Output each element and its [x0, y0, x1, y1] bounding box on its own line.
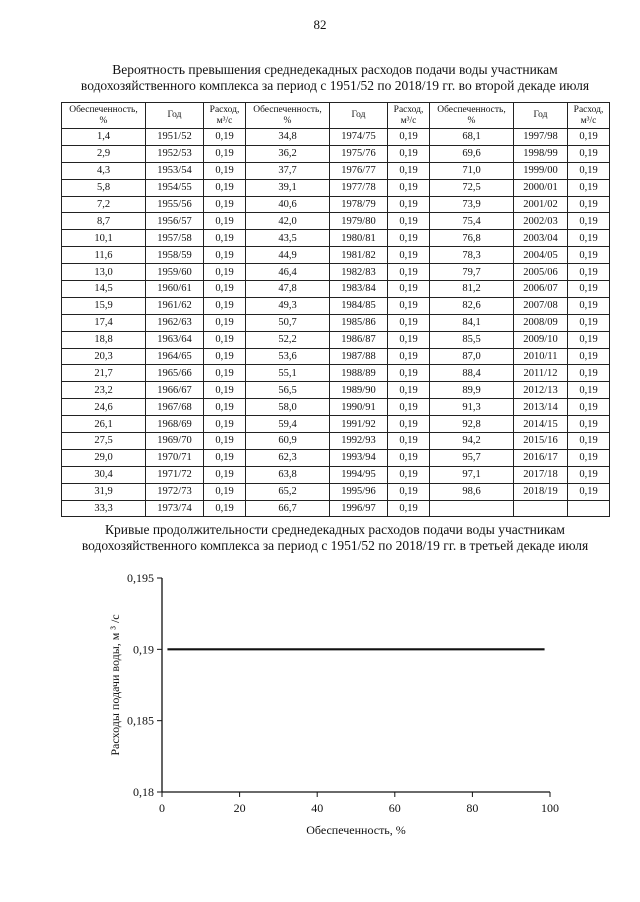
table-cell: 26,1 [62, 416, 146, 433]
table-cell: 21,7 [62, 365, 146, 382]
column-header [330, 103, 388, 129]
y-tick-label: 0,18 [133, 785, 154, 799]
x-tick-label: 40 [311, 801, 324, 815]
table-cell: 1973/74 [146, 500, 204, 517]
column-header-line1: Обеспеченность, [437, 104, 506, 115]
table-cell: 1983/84 [330, 281, 388, 298]
table-cell: 0,19 [388, 129, 430, 146]
table-cell: 2013/14 [514, 399, 568, 416]
table-cell: 1992/93 [330, 433, 388, 450]
table-cell: 68,1 [430, 129, 514, 146]
table-cell: 1964/65 [146, 348, 204, 365]
table-row [62, 196, 610, 213]
table-cell: 98,6 [430, 483, 514, 500]
table-cell: 1972/73 [146, 483, 204, 500]
column-header-line1: Год [351, 110, 366, 120]
table-row [62, 179, 610, 196]
table-cell: 1998/99 [514, 145, 568, 162]
table-cell: 1952/53 [146, 145, 204, 162]
table-row [62, 382, 610, 399]
y-tick-label: 0,19 [133, 642, 154, 657]
column-header-line1: Обеспеченность, [69, 104, 138, 115]
table-cell: 94,2 [430, 433, 514, 450]
table-cell: 60,9 [246, 433, 330, 450]
table-cell: 7,2 [62, 196, 146, 213]
table-cell: 92,8 [430, 416, 514, 433]
table-cell: 0,19 [388, 382, 430, 399]
table-cell: 63,8 [246, 466, 330, 483]
column-header [568, 103, 610, 129]
table-cell: 2003/04 [514, 230, 568, 247]
table-cell: 50,7 [246, 314, 330, 331]
y-tick-label: 0,195 [127, 571, 154, 585]
table-cell: 0,19 [568, 449, 610, 466]
table-cell: 0,19 [388, 416, 430, 433]
table-row [62, 281, 610, 298]
table-cell: 1955/56 [146, 196, 204, 213]
table-cell: 2002/03 [514, 213, 568, 230]
table-title-line2: водохозяйственного комплекса за период с 1951/52 по 2018/19 гг. во второй декаде июля [80, 78, 590, 93]
table-cell: 78,3 [430, 247, 514, 264]
y-tick-label: 0,185 [127, 713, 154, 728]
table-cell: 88,4 [430, 365, 514, 382]
table-cell: 46,4 [246, 264, 330, 281]
table-row [62, 483, 610, 500]
table-cell: 82,6 [430, 297, 514, 314]
table-cell: 2010/11 [514, 348, 568, 365]
table-cell: 27,5 [62, 433, 146, 450]
table-cell: 2007/08 [514, 297, 568, 314]
table-cell: 42,0 [246, 213, 330, 230]
table-cell: 55,1 [246, 365, 330, 382]
table-cell: 0,19 [568, 145, 610, 162]
table-cell: 1966/67 [146, 382, 204, 399]
table-cell: 89,9 [430, 382, 514, 399]
table-cell: 2017/18 [514, 466, 568, 483]
table-cell: 1970/71 [146, 449, 204, 466]
table-row [62, 399, 610, 416]
table-cell: 0,19 [204, 281, 246, 298]
table-cell: 17,4 [62, 314, 146, 331]
table-cell: 14,5 [62, 281, 146, 298]
table-cell: 0,19 [388, 247, 430, 264]
table-title [40, 62, 630, 94]
table-cell: 39,1 [246, 179, 330, 196]
table-cell: 79,7 [430, 264, 514, 281]
table-cell: 0,19 [568, 365, 610, 382]
table-cell: 2005/06 [514, 264, 568, 281]
table-cell: 1969/70 [146, 433, 204, 450]
table-cell: 0,19 [204, 297, 246, 314]
table-cell: 0,19 [204, 213, 246, 230]
table-cell: 0,19 [204, 483, 246, 500]
table-cell: 1980/81 [330, 230, 388, 247]
table-cell: 59,4 [246, 416, 330, 433]
column-header [514, 103, 568, 129]
table-cell: 0,19 [388, 483, 430, 500]
table-cell: 36,2 [246, 145, 330, 162]
table-cell: 0,19 [568, 466, 610, 483]
table-cell: 0,19 [388, 433, 430, 450]
table-cell: 76,8 [430, 230, 514, 247]
chart-title-line2: водохозяйственного комплекса за период с 1951/52 по 2018/19 гг. в третьей декаде июля [81, 538, 589, 553]
table-cell: 2015/16 [514, 433, 568, 450]
table-cell: 0,19 [388, 264, 430, 281]
table-cell [514, 500, 568, 517]
table-cell: 1994/95 [330, 466, 388, 483]
table-cell: 65,2 [246, 483, 330, 500]
table-cell: 0,19 [204, 264, 246, 281]
table-cell: 52,2 [246, 331, 330, 348]
table-cell: 0,19 [388, 314, 430, 331]
column-header-line1: Расход, [393, 104, 424, 115]
table-cell: 31,9 [62, 483, 146, 500]
table-cell: 1963/64 [146, 331, 204, 348]
table-cell: 71,0 [430, 162, 514, 179]
table-cell: 66,7 [246, 500, 330, 517]
exceedance-table [61, 102, 610, 517]
table-cell [430, 500, 514, 517]
table-cell: 47,8 [246, 281, 330, 298]
table-cell: 1960/61 [146, 281, 204, 298]
table-cell: 56,5 [246, 382, 330, 399]
table-cell: 0,19 [568, 416, 610, 433]
table-row [62, 433, 610, 450]
table-cell: 0,19 [568, 129, 610, 146]
table-cell: 1988/89 [330, 365, 388, 382]
table-cell: 62,3 [246, 449, 330, 466]
table-cell: 0,19 [388, 449, 430, 466]
table-cell: 0,19 [388, 162, 430, 179]
table-cell [568, 500, 610, 517]
table-cell: 18,8 [62, 331, 146, 348]
table-cell: 1977/78 [330, 179, 388, 196]
table-cell: 1985/86 [330, 314, 388, 331]
table-cell: 84,1 [430, 314, 514, 331]
table-cell: 1995/96 [330, 483, 388, 500]
table-cell: 29,0 [62, 449, 146, 466]
table-cell: 0,19 [568, 297, 610, 314]
table-cell: 0,19 [204, 500, 246, 517]
table-row [62, 230, 610, 247]
table-body [62, 129, 610, 517]
table-cell: 34,8 [246, 129, 330, 146]
table-cell: 1993/94 [330, 449, 388, 466]
table-cell: 0,19 [204, 399, 246, 416]
table-cell: 4,3 [62, 162, 146, 179]
table-row [62, 449, 610, 466]
table-cell: 0,19 [568, 264, 610, 281]
table-cell: 10,1 [62, 230, 146, 247]
table-header-row [62, 103, 610, 129]
table-row [62, 129, 610, 146]
table-cell: 1958/59 [146, 247, 204, 264]
table-cell: 0,19 [388, 213, 430, 230]
column-header [62, 103, 146, 129]
chart-title-line1: Кривые продолжительности среднедекадных расходов подачи воды участникам [105, 522, 565, 537]
table-cell: 1965/66 [146, 365, 204, 382]
table-cell: 8,7 [62, 213, 146, 230]
table-cell: 2012/13 [514, 382, 568, 399]
table-cell: 73,9 [430, 196, 514, 213]
table-cell: 11,6 [62, 247, 146, 264]
table-row [62, 297, 610, 314]
table-cell: 1979/80 [330, 213, 388, 230]
table-cell: 85,5 [430, 331, 514, 348]
table-cell: 0,19 [568, 433, 610, 450]
table-cell: 0,19 [568, 399, 610, 416]
table-cell: 1974/75 [330, 129, 388, 146]
table-row [62, 348, 610, 365]
table-cell: 0,19 [568, 162, 610, 179]
table-cell: 0,19 [388, 230, 430, 247]
table-cell: 1961/62 [146, 297, 204, 314]
table-cell: 0,19 [388, 179, 430, 196]
table-cell: 1986/87 [330, 331, 388, 348]
column-header-line2: % [467, 115, 476, 126]
table-cell: 0,19 [568, 230, 610, 247]
column-header-line2: м³/с [400, 115, 417, 126]
table-cell: 1984/85 [330, 297, 388, 314]
table-cell: 49,3 [246, 297, 330, 314]
table-cell: 20,3 [62, 348, 146, 365]
table-cell: 24,6 [62, 399, 146, 416]
table-cell: 0,19 [204, 382, 246, 399]
table-row [62, 416, 610, 433]
table-title-line1: Вероятность превышения среднедекадных расходов подачи воды участникам [112, 62, 558, 77]
table-cell: 30,4 [62, 466, 146, 483]
table-cell: 1996/97 [330, 500, 388, 517]
table-cell: 2000/01 [514, 179, 568, 196]
column-header-line2: % [283, 115, 292, 126]
x-tick-label: 80 [466, 801, 479, 815]
table-row [62, 213, 610, 230]
table-cell: 75,4 [430, 213, 514, 230]
table-cell: 15,9 [62, 297, 146, 314]
table-cell: 0,19 [388, 196, 430, 213]
table-cell: 1954/55 [146, 179, 204, 196]
table-cell: 5,8 [62, 179, 146, 196]
column-header [204, 103, 246, 129]
table-cell: 0,19 [568, 281, 610, 298]
table-cell: 1951/52 [146, 129, 204, 146]
table-cell: 1959/60 [146, 264, 204, 281]
table-cell: 0,19 [204, 466, 246, 483]
column-header [388, 103, 430, 129]
table-cell: 2008/09 [514, 314, 568, 331]
table-cell: 1962/63 [146, 314, 204, 331]
column-header-line1: Год [533, 110, 548, 120]
x-axis-label: Обеспеченность, % [306, 823, 406, 837]
table-cell: 2001/02 [514, 196, 568, 213]
column-header-line2: % [99, 115, 108, 126]
table-cell: 1978/79 [330, 196, 388, 213]
table-cell: 0,19 [204, 196, 246, 213]
table-cell: 0,19 [204, 348, 246, 365]
table-cell: 1982/83 [330, 264, 388, 281]
table-cell: 87,0 [430, 348, 514, 365]
table-cell: 1987/88 [330, 348, 388, 365]
table-cell: 1968/69 [146, 416, 204, 433]
column-header [146, 103, 204, 129]
table-cell: 72,5 [430, 179, 514, 196]
table-cell: 1999/00 [514, 162, 568, 179]
table-cell: 13,0 [62, 264, 146, 281]
table-cell: 0,19 [388, 145, 430, 162]
table-cell: 0,19 [204, 433, 246, 450]
table-cell: 0,19 [388, 331, 430, 348]
x-tick-label: 100 [541, 801, 559, 815]
table-cell: 0,19 [568, 196, 610, 213]
table-cell: 0,19 [204, 365, 246, 382]
column-header-line1: Расход, [209, 104, 240, 115]
table-cell: 0,19 [568, 247, 610, 264]
table-cell: 0,19 [568, 348, 610, 365]
table-cell: 0,19 [204, 331, 246, 348]
table-cell: 1975/76 [330, 145, 388, 162]
table-cell: 0,19 [388, 466, 430, 483]
table-cell: 0,19 [204, 247, 246, 264]
table-cell: 0,19 [204, 230, 246, 247]
column-header-line2: м³/с [216, 115, 233, 126]
y-axis-label: Расходы подачи воды, м ³ /с [108, 614, 122, 756]
column-header-line1: Год [167, 110, 182, 120]
table-cell: 1956/57 [146, 213, 204, 230]
table-cell: 0,19 [204, 162, 246, 179]
table-row [62, 247, 610, 264]
table-cell: 0,19 [388, 500, 430, 517]
table-cell: 33,3 [62, 500, 146, 517]
table-cell: 1971/72 [146, 466, 204, 483]
table-cell: 2016/17 [514, 449, 568, 466]
table-cell: 0,19 [568, 483, 610, 500]
table-cell: 0,19 [204, 416, 246, 433]
table-cell: 0,19 [388, 348, 430, 365]
x-tick-label: 60 [388, 801, 401, 815]
table-cell: 2009/10 [514, 331, 568, 348]
table-cell: 81,2 [430, 281, 514, 298]
table-cell: 2004/05 [514, 247, 568, 264]
table-cell: 0,19 [388, 297, 430, 314]
table-cell: 1,4 [62, 129, 146, 146]
table-cell: 23,2 [62, 382, 146, 399]
table-cell: 1997/98 [514, 129, 568, 146]
table-cell: 0,19 [204, 129, 246, 146]
table-cell: 1953/54 [146, 162, 204, 179]
table-cell: 0,19 [568, 314, 610, 331]
table-cell: 53,6 [246, 348, 330, 365]
table-cell: 0,19 [204, 449, 246, 466]
table-cell: 0,19 [388, 281, 430, 298]
table-cell: 1976/77 [330, 162, 388, 179]
table-cell: 0,19 [568, 179, 610, 196]
table-cell: 1990/91 [330, 399, 388, 416]
table-row [62, 314, 610, 331]
table-cell: 58,0 [246, 399, 330, 416]
table-cell: 1989/90 [330, 382, 388, 399]
table-cell: 1981/82 [330, 247, 388, 264]
table-cell: 0,19 [204, 179, 246, 196]
table-cell: 0,19 [568, 382, 610, 399]
table-cell: 1967/68 [146, 399, 204, 416]
table-cell: 2011/12 [514, 365, 568, 382]
table-row [62, 264, 610, 281]
column-header-line1: Обеспеченность, [253, 104, 322, 115]
duration-curve-chart [95, 566, 575, 841]
column-header-line2: м³/с [580, 115, 597, 126]
table-cell: 2014/15 [514, 416, 568, 433]
table-cell: 0,19 [388, 399, 430, 416]
column-header-line1: Расход, [573, 104, 604, 115]
table-cell: 40,6 [246, 196, 330, 213]
table-cell: 43,5 [246, 230, 330, 247]
table-cell: 0,19 [388, 365, 430, 382]
table-cell: 1957/58 [146, 230, 204, 247]
table-cell: 2,9 [62, 145, 146, 162]
table-row [62, 331, 610, 348]
table-cell: 97,1 [430, 466, 514, 483]
table-cell: 2006/07 [514, 281, 568, 298]
table-cell: 91,3 [430, 399, 514, 416]
table-cell: 2018/19 [514, 483, 568, 500]
x-tick-label: 20 [233, 801, 246, 815]
column-header [246, 103, 330, 129]
table-cell: 1991/92 [330, 416, 388, 433]
table-cell: 95,7 [430, 449, 514, 466]
table-row [62, 365, 610, 382]
table-cell: 0,19 [568, 213, 610, 230]
column-header [430, 103, 514, 129]
table-row [62, 162, 610, 179]
table-cell: 69,6 [430, 145, 514, 162]
table-cell: 44,9 [246, 247, 330, 264]
table-row [62, 500, 610, 517]
x-tick-label: 0 [159, 801, 165, 815]
page-number: 82 [313, 17, 327, 32]
table-cell: 0,19 [568, 331, 610, 348]
table-cell: 37,7 [246, 162, 330, 179]
table-row [62, 466, 610, 483]
table-row [62, 145, 610, 162]
table-cell: 0,19 [204, 314, 246, 331]
chart-title [40, 522, 630, 554]
table-cell: 0,19 [204, 145, 246, 162]
